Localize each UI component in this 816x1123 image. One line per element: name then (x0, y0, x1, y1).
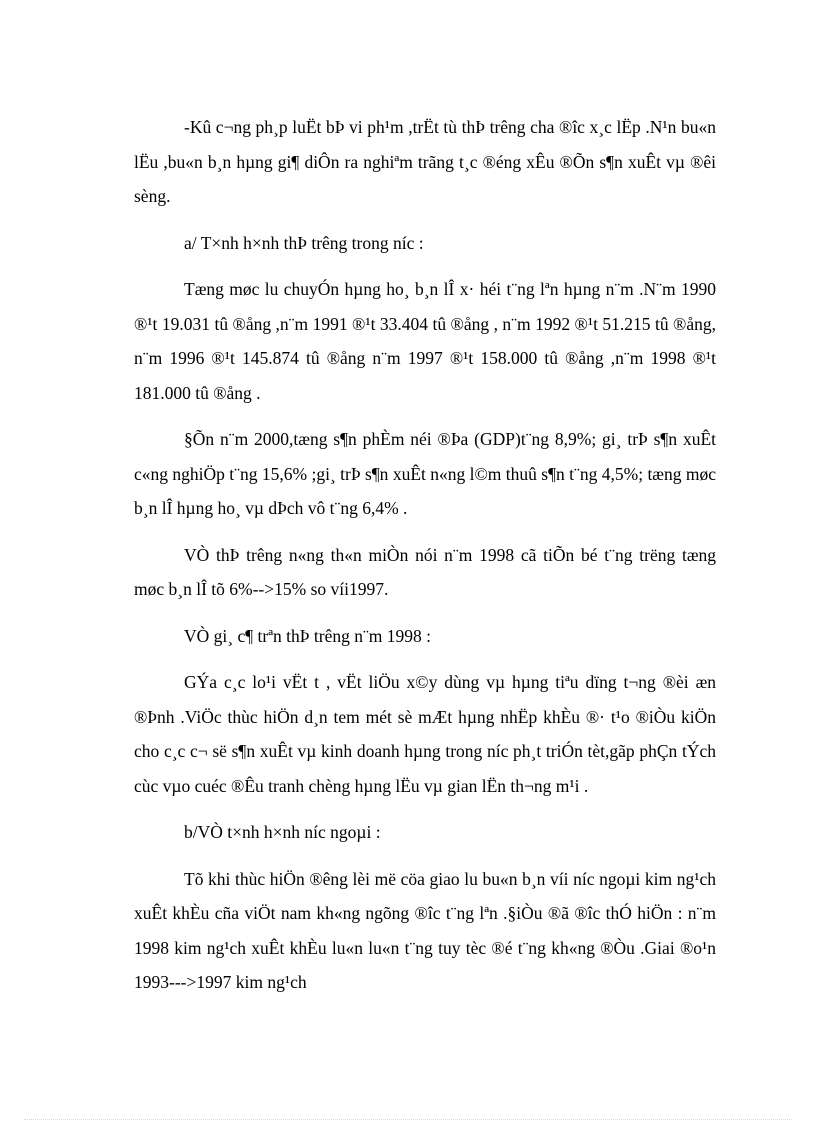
paragraph-law-violation: -Kû c¬ng ph¸p luËt bÞ vi ph¹m ,trËt tù thÞ trêng cha ®îc x¸c lËp .N¹n bu«n lËu ,bu«n b¸n hµng gi¶ diÔn ra nghiªm trãng t¸c ®éng xÊu ®Õn s¶n xuÊt vµ ®êi sèng. (134, 117, 716, 206)
paragraph-retail-growth: Tæng møc lu chuyÓn hµng ho¸ b¸n lÎ x· héi t¨ng lªn hµng n¨m .N¨m 1990 ®¹t 19.031 tû ®ång ,n¨m 1991 ®¹t 33.404 tû ®ång , n¨m 1992 ®¹t 51.215 tû ®ång, n¨m 1996 ®¹t 145.874 tû ®ång n¨m 1997 ®¹t 158.000 tû ®ång ,n¨m 1998 ®¹t 181.000 tû ®ång . (134, 279, 716, 403)
paragraph-rural-market: VÒ thÞ trêng n«ng th«n miÒn nói n¨m 1998 cã tiÕn bé t¨ng trëng tæng møc b¸n lÎ tõ 6%-->15% so víi1997. (134, 544, 716, 599)
paragraph-gdp-2000: §Õn n¨m 2000,tæng s¶n phÈm néi ®Þa (GDP)t¨ng 8,9%; gi¸ trÞ s¶n xuÊt c«ng nghiÖp t¨ng 15,6% ;gi¸ trÞ s¶n xuÊt n«ng l©m thuû s¶n t¨ng 4,5%; tæng møc b¸n lÎ hµng ho¸ vµ dÞch vô t¨ng 6,4% . (134, 429, 716, 518)
heading-domestic-market: a/ T×nh h×nh thÞ trêng trong níc : (184, 232, 424, 253)
heading-market-prices: VÒ gi¸ c¶ trªn thÞ trêng n¨m 1998 : (184, 625, 432, 646)
paragraph-export-growth: Tõ khi thùc hiÖn ®êng lèi më cöa giao lu bu«n b¸n víi níc ngoµi kim ng¹ch xuÊt khÈu cña viÖt nam kh«ng ngõng ®îc t¨ng lªn .§iÒu ®ã ®îc thÓ hiÖn : n¨m 1998 kim ng¹ch xuÊt khÈu lu«n lu«n t¨ng tuy tèc ®é t¨ng kh«ng ®Òu .Giai ®o¹n 1993--->1997 kim ng¹ch (134, 868, 716, 992)
document-body (134, 110, 716, 1012)
heading-foreign-situation: b/VÒ t×nh h×nh níc ngoµi : (184, 822, 381, 842)
page-bottom-divider (24, 1119, 792, 1120)
paragraph-price-stability: GÝa c¸c lo¹i vËt t , vËt liÖu x©y dùng vµ hµng tiªu dïng t¬ng ®èi æn ®Þnh .ViÖc thùc hiÖn d¸n tem mét sè mÆt hµng nhËp khÈu ®· t¹o ®iÒu kiÖn cho c¸c c¬ së s¶n xuÊt vµ kinh doanh hµng trong níc ph¸t triÓn tèt,gãp phÇn tÝch cùc vµo cuéc ®Êu tranh chèng hµng lËu vµ gian lËn th¬ng m¹i . (134, 672, 716, 796)
